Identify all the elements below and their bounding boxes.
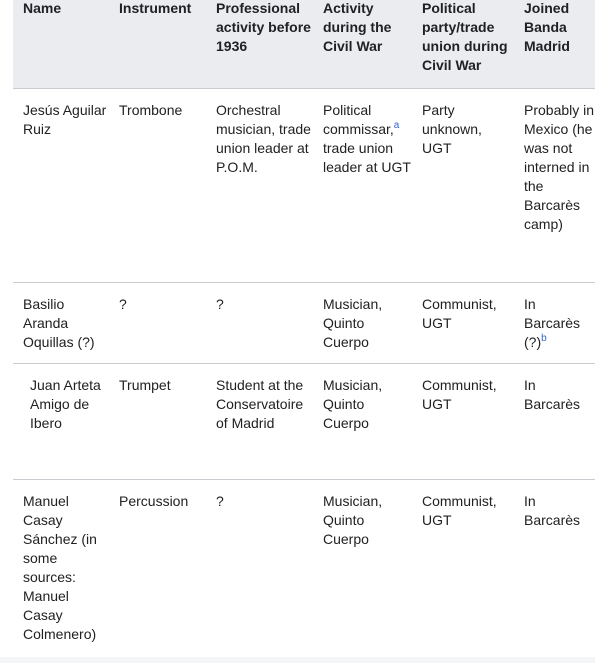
- cell-name: Jesús Aguilar Ruiz: [13, 89, 109, 283]
- cell-instrument: Percussion: [119, 493, 189, 509]
- cell-joined: In Barcarès: [514, 364, 595, 480]
- cell-party: Communist, UGT: [412, 364, 514, 480]
- cell-joined: [514, 283, 595, 364]
- table-header-row: [13, 0, 595, 89]
- cell-name: Basilio Aranda Oquillas (?): [13, 283, 109, 364]
- cell-instrument: Trumpet: [109, 364, 206, 480]
- cell-joined-text: In Barcarès (?): [524, 296, 581, 350]
- cell-before: Student at the Conservatoire of Madrid: [206, 364, 313, 480]
- footnote-link-b[interactable]: b: [541, 333, 547, 344]
- bottom-scroll-band: [0, 657, 595, 663]
- cell-before: ?: [206, 283, 313, 364]
- table-row: [13, 89, 595, 283]
- cell-joined: Probably in Mexico (he was not interned in the Barcarès camp): [514, 89, 595, 283]
- cell-activity: Musician, Quinto Cuerpo: [313, 283, 412, 364]
- cell-party: Communist, UGT: [422, 493, 497, 528]
- cell-before: ?: [216, 493, 224, 509]
- cell-joined: In Barcarès: [524, 493, 581, 528]
- header-instrument[interactable]: Instrument: [109, 0, 206, 89]
- cell-name: Manuel Casay Sánchez (in some sources: Manuel Casay Colmenero): [23, 493, 97, 642]
- cell-instrument: Trombone: [109, 89, 206, 283]
- footnote-ref-a[interactable]: [394, 120, 400, 131]
- cell-name: Juan Arteta Amigo de Ibero: [13, 364, 109, 480]
- cell-party: Communist, UGT: [412, 283, 514, 364]
- table-row: [13, 364, 595, 480]
- cell-activity: [313, 89, 412, 283]
- table-container: [13, 0, 595, 653]
- header-civil-war-activity[interactable]: Activity during the Civil War: [313, 0, 412, 89]
- cell-activity-text-cont: trade union leader at UGT: [323, 140, 411, 175]
- table-row: [13, 283, 595, 364]
- header-professional-activity[interactable]: Professional activity before 1936: [206, 0, 313, 89]
- musicians-table: [13, 0, 595, 653]
- header-political-party[interactable]: Political party/trade union during Civil War: [412, 0, 514, 89]
- footnote-ref-b[interactable]: [541, 333, 547, 344]
- cell-activity-text: Political commissar,: [323, 102, 394, 137]
- header-name[interactable]: Name: [13, 0, 109, 89]
- table-row: [13, 480, 595, 654]
- cell-activity: Musician, Quinto Cuerpo: [323, 493, 383, 547]
- cell-instrument: ?: [109, 283, 206, 364]
- header-joined-banda[interactable]: Joined Banda Madrid: [514, 0, 595, 89]
- cell-before: Orchestral musician, trade union leader at P.O.M.: [206, 89, 313, 283]
- cell-party: Party unknown, UGT: [412, 89, 514, 283]
- cell-activity: Musician, Quinto Cuerpo: [313, 364, 412, 480]
- footnote-link-a[interactable]: a: [393, 120, 400, 131]
